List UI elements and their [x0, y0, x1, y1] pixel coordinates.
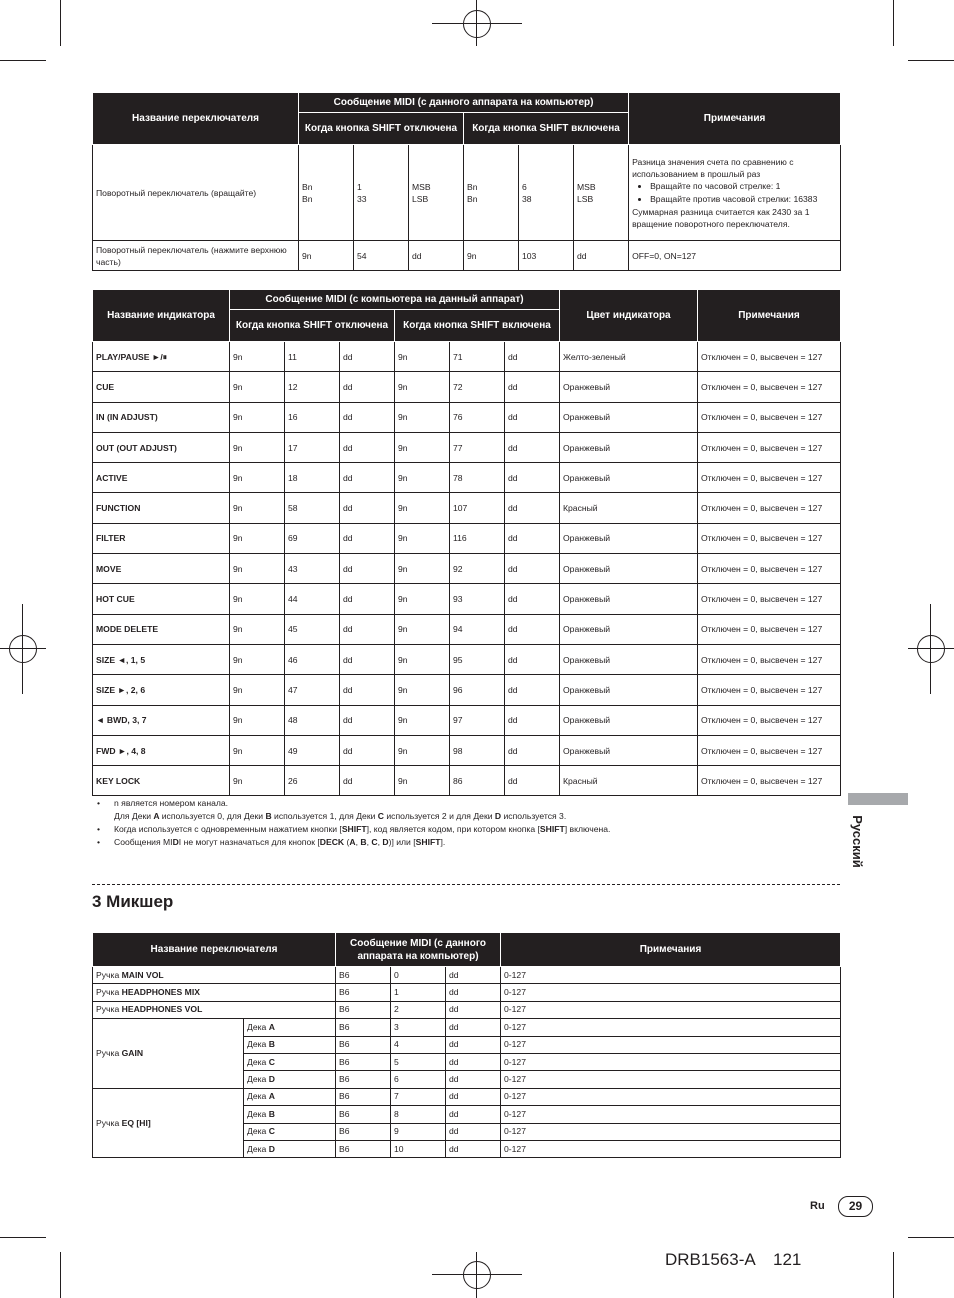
notes-cell: Отключен = 0, высвечен = 127	[698, 584, 841, 614]
header-midi-message: Сообщение MIDI (с компьютера на данный аппарат)	[230, 290, 560, 310]
midi-cell: dd	[340, 675, 395, 705]
midi-cell: dd	[446, 1071, 501, 1088]
midi-cell: 9n	[395, 614, 450, 644]
midi-cell: 9	[391, 1123, 446, 1140]
table-row	[93, 766, 841, 796]
header-switch-name: Название переключателя	[93, 93, 299, 145]
indicator-name: ◄ BWD, 3, 7	[93, 705, 230, 735]
indicator-name: MODE DELETE	[93, 614, 230, 644]
midi-cell: 44	[285, 584, 340, 614]
knob-label: EQ [HI]	[121, 1117, 151, 1128]
midi-cell: 77	[450, 432, 505, 462]
language-tab-label: Русский	[849, 815, 865, 868]
midi-cell: B6	[336, 1088, 391, 1105]
midi-cell: 9n	[464, 241, 519, 271]
notes-cell: Отключен = 0, высвечен = 127	[698, 735, 841, 765]
deck-letter: D	[268, 1143, 275, 1154]
midi-cell: 7	[391, 1088, 446, 1105]
midi-cell: dd	[505, 493, 560, 523]
midi-cell: B6	[336, 1071, 391, 1088]
notes-cell: 0-127	[501, 1106, 841, 1123]
midi-cell: dd	[340, 342, 395, 372]
midi-cell: dd	[340, 644, 395, 674]
notes-cell: 0-127	[501, 984, 841, 1001]
crop-mark	[60, 0, 61, 46]
midi-cell: 9n	[230, 644, 285, 674]
midi-cell: dd	[505, 766, 560, 796]
knob-label: GAIN	[121, 1047, 144, 1058]
page-number: 29	[838, 1196, 873, 1217]
indicator-color: Оранжевый	[560, 523, 698, 553]
midi-cell: 6 38	[519, 145, 574, 241]
header-shift-off: Когда кнопка SHIFT отключена	[230, 310, 395, 342]
midi-cell: 26	[285, 766, 340, 796]
table-row	[93, 614, 841, 644]
midi-cell: 9n	[230, 766, 285, 796]
crop-mark	[908, 1237, 954, 1238]
deck-letter: A	[268, 1091, 275, 1102]
deck-letter: A	[268, 1021, 275, 1032]
indicator-name: SIZE ►, 2, 6	[93, 675, 230, 705]
midi-cell: 12	[285, 372, 340, 402]
note-item: • Вращайте по часовой стрелке: 1	[650, 180, 837, 193]
midi-cell: 58	[285, 493, 340, 523]
table-row	[93, 554, 841, 584]
midi-cell: Bn Bn	[464, 145, 519, 241]
header-indicator-name: Название индикатора	[93, 290, 230, 342]
midi-cell: 16	[285, 402, 340, 432]
deck-switch-midi-table	[92, 92, 841, 271]
deck-prefix: Дека	[247, 1039, 267, 1050]
midi-cell: 116	[450, 523, 505, 553]
midi-cell: dd	[505, 554, 560, 584]
midi-cell: dd	[446, 1140, 501, 1157]
knob-name	[93, 1001, 336, 1018]
notes-cell: 0-127	[501, 1123, 841, 1140]
notes-cell: 0-127	[501, 1053, 841, 1070]
indicator-name: KEY LOCK	[93, 766, 230, 796]
indicator-name: HOT CUE	[93, 584, 230, 614]
midi-cell: 76	[450, 402, 505, 432]
deck-letter: C	[268, 1056, 275, 1067]
deck-prefix: Дека	[247, 1021, 267, 1032]
midi-cell: dd	[340, 705, 395, 735]
header-midi-message: Сообщение MIDI (с данного аппарата на компьютер)	[299, 93, 629, 113]
knob-label: HEADPHONES VOL	[121, 1004, 203, 1015]
notes-cell: Отключен = 0, высвечен = 127	[698, 372, 841, 402]
footnotes	[92, 797, 832, 849]
indicator-name: SIZE ◄, 1, 5	[93, 644, 230, 674]
midi-cell: 10	[391, 1140, 446, 1157]
table-row	[93, 1001, 841, 1018]
midi-cell: 9n	[230, 614, 285, 644]
header-shift-off: Когда кнопка SHIFT отключена	[299, 113, 464, 145]
knob-name	[93, 1019, 244, 1089]
midi-cell: dd	[340, 554, 395, 584]
midi-cell: dd	[505, 372, 560, 402]
midi-cell: 5	[391, 1053, 446, 1070]
midi-cell: 107	[450, 493, 505, 523]
deck-cell	[244, 1019, 336, 1036]
midi-cell: dd	[340, 614, 395, 644]
midi-cell: 9n	[230, 675, 285, 705]
header-indicator-color: Цвет индикатора	[560, 290, 698, 342]
mixer-midi-table	[92, 932, 841, 1158]
header-shift-on: Когда кнопка SHIFT включена	[464, 113, 629, 145]
notes-cell: Отключен = 0, высвечен = 127	[698, 493, 841, 523]
midi-cell: 78	[450, 463, 505, 493]
indicator-color: Оранжевый	[560, 705, 698, 735]
table-row	[93, 342, 841, 372]
notes-cell: 0-127	[501, 1088, 841, 1105]
indicator-color: Оранжевый	[560, 735, 698, 765]
crop-mark	[0, 1237, 46, 1238]
deck-letter: C	[268, 1126, 275, 1137]
document-code: DRB1563-A	[665, 1250, 756, 1269]
midi-cell: dd	[446, 1001, 501, 1018]
table-row	[93, 735, 841, 765]
midi-cell: 9n	[230, 735, 285, 765]
notes-cell: Отключен = 0, высвечен = 127	[698, 554, 841, 584]
midi-cell: 92	[450, 554, 505, 584]
midi-cell: 72	[450, 372, 505, 402]
indicator-name: ACTIVE	[93, 463, 230, 493]
table-row	[93, 372, 841, 402]
midi-cell: Bn Bn	[299, 145, 354, 241]
crop-mark	[0, 60, 46, 61]
midi-cell: dd	[340, 463, 395, 493]
indicator-color: Оранжевый	[560, 372, 698, 402]
knob-prefix: Ручка	[96, 1047, 120, 1058]
knob-label: HEADPHONES MIX	[121, 987, 200, 998]
table-row	[93, 967, 841, 984]
table-row	[93, 241, 841, 271]
midi-cell: B6	[336, 967, 391, 984]
midi-cell: 4	[391, 1036, 446, 1053]
midi-cell: 9n	[230, 554, 285, 584]
midi-cell: MSB LSB	[409, 145, 464, 241]
switch-name: Поворотный переключатель (нажмите верхнюю часть)	[93, 241, 299, 271]
notes-cell: 0-127	[501, 1140, 841, 1157]
midi-cell: MSB LSB	[574, 145, 629, 241]
indicator-color: Оранжевый	[560, 402, 698, 432]
midi-cell: dd	[505, 675, 560, 705]
midi-cell: 9n	[230, 463, 285, 493]
midi-cell: 9n	[230, 402, 285, 432]
language-tab-bar	[848, 793, 908, 805]
midi-cell: 9n	[395, 644, 450, 674]
midi-cell: 9n	[395, 735, 450, 765]
indicator-color: Оранжевый	[560, 644, 698, 674]
indicator-name: FILTER	[93, 523, 230, 553]
indicator-name: CUE	[93, 372, 230, 402]
midi-cell: 9n	[230, 342, 285, 372]
midi-cell: 9n	[230, 523, 285, 553]
language-tab	[847, 812, 877, 872]
midi-cell: dd	[340, 493, 395, 523]
deck-letter: D	[268, 1074, 275, 1085]
midi-cell: dd	[505, 584, 560, 614]
midi-cell: 9n	[395, 342, 450, 372]
midi-cell: 46	[285, 644, 340, 674]
midi-cell: B6	[336, 984, 391, 1001]
section-title: 3 Микшер	[92, 892, 174, 911]
midi-cell: 9n	[395, 675, 450, 705]
midi-cell: dd	[446, 1088, 501, 1105]
midi-cell: dd	[446, 984, 501, 1001]
header-notes: Примечания	[698, 290, 841, 342]
midi-cell: 9n	[230, 493, 285, 523]
indicator-name: FWD ►, 4, 8	[93, 735, 230, 765]
notes-cell: 0-127	[501, 1001, 841, 1018]
midi-cell: B6	[336, 1053, 391, 1070]
language-code: Ru	[810, 1200, 825, 1212]
header-notes: Примечания	[629, 93, 841, 145]
table-row	[93, 705, 841, 735]
notes-cell: Отключен = 0, высвечен = 127	[698, 342, 841, 372]
midi-cell: dd	[446, 1053, 501, 1070]
midi-cell: 94	[450, 614, 505, 644]
midi-cell: 96	[450, 675, 505, 705]
note-outro: Суммарная разница считается как 2430 за 1 вращение поворотного переключателя.	[632, 206, 810, 229]
table-row	[93, 523, 841, 553]
knob-name	[93, 984, 336, 1001]
indicator-color: Оранжевый	[560, 432, 698, 462]
midi-cell: 71	[450, 342, 505, 372]
midi-cell: 9n	[395, 402, 450, 432]
notes-cell: Отключен = 0, высвечен = 127	[698, 463, 841, 493]
table-row	[93, 493, 841, 523]
midi-cell: 9n	[395, 584, 450, 614]
crop-mark	[893, 1252, 894, 1298]
notes-cell: Отключен = 0, высвечен = 127	[698, 523, 841, 553]
midi-cell: B6	[336, 1140, 391, 1157]
deck-cell	[244, 1071, 336, 1088]
midi-cell: dd	[340, 402, 395, 432]
deck-prefix: Дека	[247, 1091, 267, 1102]
midi-cell: 9n	[395, 766, 450, 796]
table-row	[93, 145, 841, 241]
midi-cell: dd	[446, 1123, 501, 1140]
notes-cell: OFF=0, ON=127	[629, 241, 841, 271]
knob-prefix: Ручка	[96, 987, 120, 998]
header-shift-on: Когда кнопка SHIFT включена	[395, 310, 560, 342]
notes-cell: 0-127	[501, 1036, 841, 1053]
midi-cell: 6	[391, 1071, 446, 1088]
midi-cell: 17	[285, 432, 340, 462]
midi-cell: 11	[285, 342, 340, 372]
notes-cell: Отключен = 0, высвечен = 127	[698, 644, 841, 674]
midi-cell: dd	[446, 1106, 501, 1123]
deck-prefix: Дека	[247, 1108, 267, 1119]
midi-cell: 9n	[395, 493, 450, 523]
indicator-color: Красный	[560, 766, 698, 796]
midi-cell: dd	[340, 372, 395, 402]
knob-name	[93, 967, 336, 984]
indicator-midi-table	[92, 289, 841, 796]
midi-cell: dd	[505, 644, 560, 674]
midi-cell: dd	[409, 241, 464, 271]
midi-cell: 9n	[395, 705, 450, 735]
midi-cell: dd	[505, 342, 560, 372]
table-row	[93, 1088, 841, 1105]
midi-cell: dd	[505, 463, 560, 493]
document-page: 121	[773, 1250, 802, 1269]
notes-cell: 0-127	[501, 1019, 841, 1036]
indicator-name: FUNCTION	[93, 493, 230, 523]
crop-mark	[60, 1252, 61, 1298]
indicator-name: MOVE	[93, 554, 230, 584]
deck-cell	[244, 1140, 336, 1157]
midi-cell: 49	[285, 735, 340, 765]
section-divider	[92, 884, 840, 885]
midi-cell: dd	[340, 766, 395, 796]
knob-prefix: Ручка	[96, 969, 120, 980]
footnote: • Сообщения MIDI не могут назначаться для кнопок [DECK (A, B, C, D)] или [SHIFT].	[92, 836, 832, 849]
footnote-continuation: Для Деки A используется 0, для Деки B используется 1, для Деки C используется 2 и для Деки D используется 3.	[114, 811, 567, 821]
midi-cell: dd	[446, 967, 501, 984]
midi-cell: 9n	[230, 705, 285, 735]
midi-cell: 43	[285, 554, 340, 584]
midi-cell: 97	[450, 705, 505, 735]
crop-mark	[908, 60, 954, 61]
midi-cell: dd	[505, 735, 560, 765]
notes-cell: Отключен = 0, высвечен = 127	[698, 432, 841, 462]
midi-cell: dd	[340, 735, 395, 765]
midi-cell: 2	[391, 1001, 446, 1018]
midi-cell: B6	[336, 1019, 391, 1036]
notes-cell: Отключен = 0, высвечен = 127	[698, 766, 841, 796]
table-row	[93, 463, 841, 493]
deck-cell	[244, 1123, 336, 1140]
knob-label: MAIN VOL	[121, 969, 164, 980]
midi-cell: 8	[391, 1106, 446, 1123]
midi-cell: 45	[285, 614, 340, 644]
midi-cell: 18	[285, 463, 340, 493]
midi-cell: 9n	[230, 432, 285, 462]
indicator-name: PLAY/PAUSE ►/⏸	[93, 342, 230, 372]
switch-name: Поворотный переключатель (вращайте)	[93, 145, 299, 241]
indicator-color: Желто-зеленый	[560, 342, 698, 372]
notes-cell: Отключен = 0, высвечен = 127	[698, 675, 841, 705]
header-notes: Примечания	[501, 933, 841, 967]
midi-cell: 9n	[395, 432, 450, 462]
midi-cell: dd	[574, 241, 629, 271]
table-row	[93, 402, 841, 432]
midi-cell: dd	[446, 1019, 501, 1036]
midi-cell: 1 33	[354, 145, 409, 241]
notes-cell: Отключен = 0, высвечен = 127	[698, 705, 841, 735]
midi-cell: dd	[446, 1036, 501, 1053]
deck-letter: B	[268, 1108, 275, 1119]
table-row	[93, 984, 841, 1001]
knob-prefix: Ручка	[96, 1004, 120, 1015]
indicator-color: Оранжевый	[560, 675, 698, 705]
midi-cell: dd	[340, 523, 395, 553]
midi-cell: 9n	[395, 523, 450, 553]
notes-cell: 0-127	[501, 1071, 841, 1088]
midi-cell: dd	[340, 432, 395, 462]
midi-cell: dd	[505, 523, 560, 553]
deck-letter: B	[268, 1039, 275, 1050]
midi-cell: 54	[354, 241, 409, 271]
footnote: • n является номером канала.	[92, 797, 832, 810]
midi-cell: 86	[450, 766, 505, 796]
table-row	[93, 584, 841, 614]
footnote: • Когда используется с одновременным нажатием кнопки [SHIFT], код является кодом, при котором кнопка [SHIFT] включена.	[92, 823, 832, 836]
knob-name	[93, 1088, 244, 1158]
midi-cell: B6	[336, 1106, 391, 1123]
midi-cell: dd	[505, 614, 560, 644]
midi-cell: dd	[505, 705, 560, 735]
deck-prefix: Дека	[247, 1143, 267, 1154]
notes-cell	[629, 145, 841, 241]
indicator-name: IN (IN ADJUST)	[93, 402, 230, 432]
midi-cell: B6	[336, 1036, 391, 1053]
header-switch-name: Название переключателя	[93, 933, 336, 967]
midi-cell: 47	[285, 675, 340, 705]
midi-cell: 103	[519, 241, 574, 271]
crop-mark	[893, 0, 894, 46]
deck-cell	[244, 1088, 336, 1105]
table-row	[93, 675, 841, 705]
midi-cell: 95	[450, 644, 505, 674]
note-item: • Вращайте против часовой стрелки: 16383	[650, 193, 837, 206]
note-intro: Разница значения счета по сравнению с использованием в прошлый раз	[632, 156, 794, 179]
midi-cell: 48	[285, 705, 340, 735]
table-row	[93, 432, 841, 462]
midi-cell: 3	[391, 1019, 446, 1036]
midi-cell: 0	[391, 967, 446, 984]
midi-cell: 1	[391, 984, 446, 1001]
knob-prefix: Ручка	[96, 1117, 120, 1128]
deck-prefix: Дека	[247, 1074, 267, 1085]
deck-cell	[244, 1106, 336, 1123]
deck-cell	[244, 1036, 336, 1053]
notes-cell: Отключен = 0, высвечен = 127	[698, 402, 841, 432]
midi-cell: 93	[450, 584, 505, 614]
indicator-color: Оранжевый	[560, 463, 698, 493]
indicator-name: OUT (OUT ADJUST)	[93, 432, 230, 462]
header-midi-message: Сообщение MIDI (с данного аппарата на компьютер)	[336, 933, 501, 967]
midi-cell: 9n	[230, 372, 285, 402]
notes-cell: Отключен = 0, высвечен = 127	[698, 614, 841, 644]
indicator-color: Оранжевый	[560, 584, 698, 614]
indicator-color: Оранжевый	[560, 554, 698, 584]
table-row	[93, 644, 841, 674]
indicator-color: Красный	[560, 493, 698, 523]
deck-prefix: Дека	[247, 1126, 267, 1137]
midi-cell: 69	[285, 523, 340, 553]
midi-cell: dd	[505, 402, 560, 432]
deck-prefix: Дека	[247, 1056, 267, 1067]
deck-cell	[244, 1053, 336, 1070]
midi-cell: B6	[336, 1123, 391, 1140]
midi-cell: 98	[450, 735, 505, 765]
midi-cell: dd	[340, 584, 395, 614]
midi-cell: dd	[505, 432, 560, 462]
midi-cell: 9n	[299, 241, 354, 271]
table-row	[93, 1019, 841, 1036]
midi-cell: 9n	[395, 554, 450, 584]
midi-cell: 9n	[395, 463, 450, 493]
indicator-color: Оранжевый	[560, 614, 698, 644]
midi-cell: B6	[336, 1001, 391, 1018]
midi-cell: 9n	[230, 584, 285, 614]
notes-cell: 0-127	[501, 967, 841, 984]
midi-cell: 9n	[395, 372, 450, 402]
